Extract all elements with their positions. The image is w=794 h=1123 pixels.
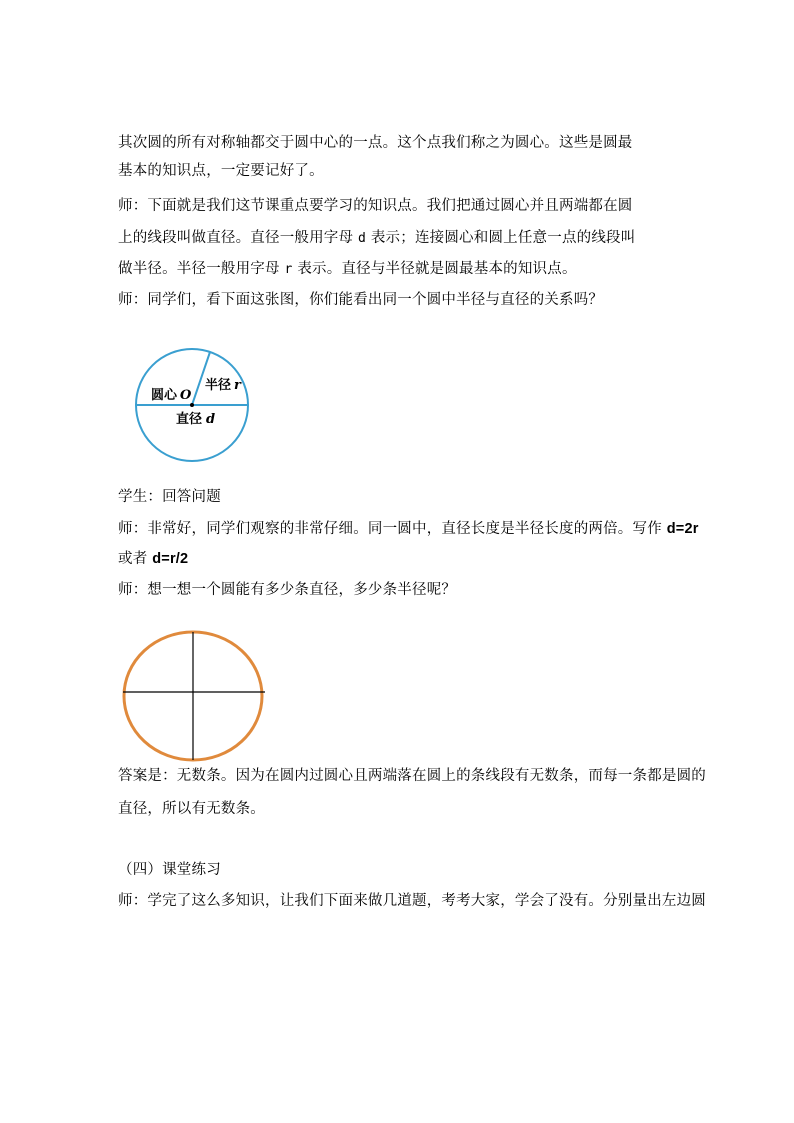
paragraph-line: 其次圆的所有对称轴都交于圆中心的一点。这个点我们称之为圆心。这些是圆最 [118, 135, 633, 151]
paragraph-line: 师：同学们，看下面这张图，你们能看出同一个圆中半径与直径的关系吗？ [118, 292, 604, 308]
circle-diagram-labeled [126, 346, 256, 466]
paragraph-line: 学生：回答问题 [118, 489, 221, 505]
paragraph-line: 或者 d=r/2 [118, 551, 189, 567]
paragraph-line: 基本的知识点，一定要记好了。 [118, 163, 324, 179]
paragraph-line: 直径，所以有无数条。 [118, 801, 265, 817]
center-label: 圆心 O [151, 388, 192, 403]
paragraph-line: 师：学完了这么多知识，让我们下面来做几道题，考考大家，学会了没有。分别量出左边圆 [118, 893, 706, 909]
radius-label: 半径 r [205, 378, 241, 393]
paragraph-line: 做半径。半径一般用字母 r 表示。直径与半径就是圆最基本的知识点。 [118, 261, 577, 277]
circle-diagram-cross [120, 628, 268, 764]
paragraph-line: 答案是：无数条。因为在圆内过圆心且两端落在圆上的条线段有无数条，而每一条都是圆的 [118, 768, 706, 784]
diameter-label: 直径 d [176, 412, 216, 427]
center-point [190, 403, 194, 407]
paragraph-line: 师：想一想一个圆能有多少条直径，多少条半径呢？ [118, 582, 457, 598]
paragraph-line: 师：非常好，同学们观察的非常仔细。同一圆中，直径长度是半径长度的两倍。写作 d=2r [118, 521, 699, 537]
paragraph-line: 师：下面就是我们这节课重点要学习的知识点。我们把通过圆心并且两端都在圆 [118, 198, 633, 214]
paragraph-line: 上的线段叫做直径。直径一般用字母 d 表示；连接圆心和圆上任意一点的线段叫 [118, 230, 636, 246]
section-heading: （四）课堂练习 [118, 862, 221, 878]
